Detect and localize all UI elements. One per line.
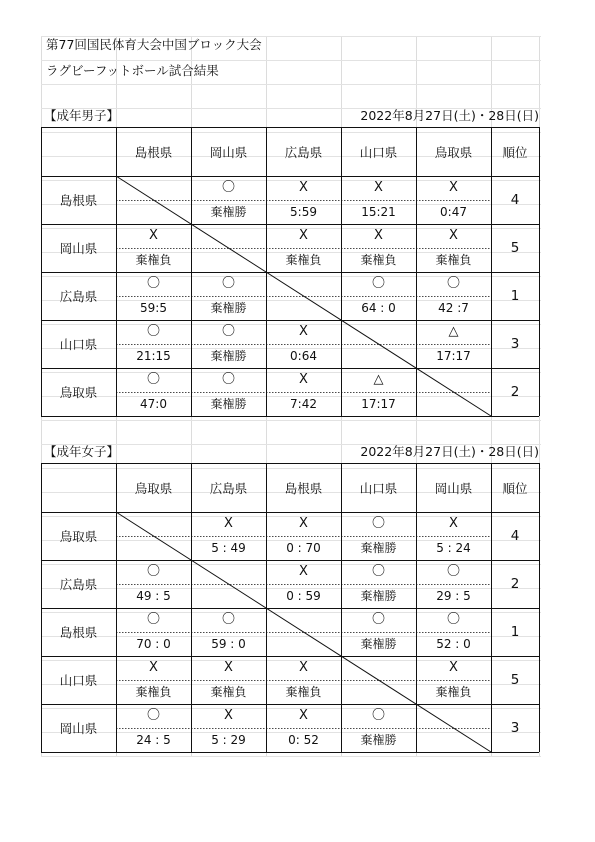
document-subtitle: ラグビーフットボール試合結果	[46, 63, 219, 78]
column-header-5: 鳥取県	[434, 144, 473, 160]
result-mark: X	[299, 660, 308, 675]
result-mark: 〇	[446, 564, 460, 579]
result-mark: △	[373, 372, 384, 387]
result-score: 棄権負	[285, 685, 322, 699]
result-mark: X	[374, 180, 383, 195]
result-score: 59:5	[140, 301, 167, 315]
column-header-2: 広島県	[209, 480, 248, 496]
table-lines	[41, 127, 539, 416]
rank-value: 3	[510, 720, 520, 736]
rank-value: 5	[510, 672, 520, 688]
result-mark: 〇	[446, 276, 460, 291]
result-mark: 〇	[146, 708, 160, 723]
result-mark: X	[299, 180, 308, 195]
result-mark: X	[299, 372, 308, 387]
rank-value: 3	[510, 336, 520, 352]
result-score: 棄権勝	[210, 397, 247, 411]
result-mark: 〇	[221, 612, 235, 627]
rank-value: 1	[510, 624, 520, 640]
result-mark: X	[449, 660, 458, 675]
result-score: 70 : 0	[136, 637, 171, 651]
result-mark: X	[449, 228, 458, 243]
rank-value: 4	[510, 192, 520, 208]
row-team-label: 広島県	[59, 289, 98, 304]
rank-value: 5	[510, 240, 520, 256]
document-title: 第77回国民体育大会中国ブロック大会	[46, 37, 262, 52]
result-mark: X	[449, 180, 458, 195]
result-score: 5 : 49	[211, 541, 246, 555]
result-mark: △	[448, 324, 459, 339]
result-score: 42 :7	[438, 301, 469, 315]
row-team-label: 岡山県	[59, 241, 98, 256]
result-mark: 〇	[371, 276, 385, 291]
result-mark: 〇	[146, 612, 160, 627]
result-mark: 〇	[371, 612, 385, 627]
gridline-horizontal	[41, 420, 541, 421]
table-lines	[41, 463, 539, 752]
result-score: 7:42	[290, 397, 317, 411]
result-mark: 〇	[446, 612, 460, 627]
result-score: 0: 52	[288, 733, 319, 747]
result-mark: 〇	[221, 276, 235, 291]
women-section-date: 2022年8月27日(土)・28日(日)	[360, 444, 539, 459]
result-mark: 〇	[146, 276, 160, 291]
result-score: 棄権勝	[210, 301, 247, 315]
result-score: 棄権負	[285, 253, 322, 267]
rank-column-header: 順位	[502, 480, 528, 496]
row-team-label: 山口県	[59, 673, 98, 688]
result-mark: 〇	[146, 324, 160, 339]
result-mark: 〇	[221, 324, 235, 339]
result-mark: X	[299, 228, 308, 243]
result-score: 24 : 5	[136, 733, 171, 747]
rank-value: 2	[510, 576, 520, 592]
rank-value: 1	[510, 288, 520, 304]
result-score: 棄権負	[135, 253, 172, 267]
result-mark: X	[374, 228, 383, 243]
result-score: 棄権負	[435, 685, 472, 699]
result-mark: X	[224, 660, 233, 675]
result-score: 5 : 29	[211, 733, 246, 747]
result-score: 0 : 70	[286, 541, 321, 555]
column-header-3: 島根県	[284, 480, 323, 496]
result-score: 0:64	[290, 349, 317, 363]
column-header-1: 鳥取県	[134, 480, 173, 496]
women-results-table	[41, 463, 539, 752]
result-score: 47:0	[140, 397, 167, 411]
men-section-date: 2022年8月27日(土)・28日(日)	[360, 108, 539, 123]
row-team-label: 島根県	[59, 625, 98, 640]
result-score: 21:15	[136, 349, 171, 363]
result-score: 29 : 5	[436, 589, 471, 603]
rank-column-header: 順位	[502, 144, 528, 160]
column-header-5: 岡山県	[434, 480, 473, 496]
column-header-4: 山口県	[359, 480, 398, 496]
result-mark: X	[149, 660, 158, 675]
result-score: 0 : 59	[286, 589, 321, 603]
self-match-diagonal	[116, 512, 491, 752]
result-score: 17:17	[361, 397, 396, 411]
result-mark: X	[449, 516, 458, 531]
result-mark: 〇	[371, 564, 385, 579]
result-score: 59 : 0	[211, 637, 246, 651]
result-mark: 〇	[371, 708, 385, 723]
gridline-horizontal	[41, 84, 541, 85]
result-score: 64 : 0	[361, 301, 396, 315]
rank-value: 2	[510, 384, 520, 400]
row-team-label: 鳥取県	[59, 529, 98, 544]
result-score: 棄権勝	[360, 637, 397, 651]
self-match-diagonal	[116, 176, 491, 416]
row-team-label: 鳥取県	[59, 385, 98, 400]
men-section-label: 【成年男子】	[44, 108, 120, 123]
result-score: 15:21	[361, 205, 396, 219]
result-mark: X	[299, 324, 308, 339]
men-results-table	[41, 127, 539, 416]
result-mark: 〇	[371, 516, 385, 531]
rank-value: 4	[510, 528, 520, 544]
result-mark: X	[224, 708, 233, 723]
row-team-label: 島根県	[59, 193, 98, 208]
result-mark: 〇	[221, 372, 235, 387]
result-score: 49 : 5	[136, 589, 171, 603]
result-score: 5:59	[290, 205, 317, 219]
result-score: 棄権勝	[210, 205, 247, 219]
result-score: 棄権勝	[360, 541, 397, 555]
result-score: 棄権負	[435, 253, 472, 267]
column-header-3: 広島県	[284, 144, 323, 160]
row-team-label: 広島県	[59, 577, 98, 592]
column-header-4: 山口県	[359, 144, 398, 160]
result-score: 5 : 24	[436, 541, 471, 555]
result-mark: X	[299, 564, 308, 579]
result-mark: X	[149, 228, 158, 243]
result-mark: 〇	[221, 180, 235, 195]
result-score: 17:17	[436, 349, 471, 363]
result-score: 棄権勝	[360, 589, 397, 603]
result-mark: X	[299, 708, 308, 723]
column-header-2: 岡山県	[209, 144, 248, 160]
result-score: 棄権勝	[210, 349, 247, 363]
result-score: 棄権勝	[360, 733, 397, 747]
column-header-1: 島根県	[134, 144, 173, 160]
result-score: 棄権負	[360, 253, 397, 267]
result-mark: 〇	[146, 564, 160, 579]
gridline-horizontal	[41, 756, 541, 757]
result-score: 棄権負	[135, 685, 172, 699]
result-mark: X	[224, 516, 233, 531]
women-section-label: 【成年女子】	[44, 444, 120, 459]
result-mark: 〇	[146, 372, 160, 387]
result-score: 0:47	[440, 205, 467, 219]
gridline-horizontal	[41, 60, 541, 61]
result-mark: X	[299, 516, 308, 531]
result-score: 52 : 0	[436, 637, 471, 651]
row-team-label: 岡山県	[59, 721, 98, 736]
result-score: 棄権負	[210, 685, 247, 699]
row-team-label: 山口県	[59, 337, 98, 352]
